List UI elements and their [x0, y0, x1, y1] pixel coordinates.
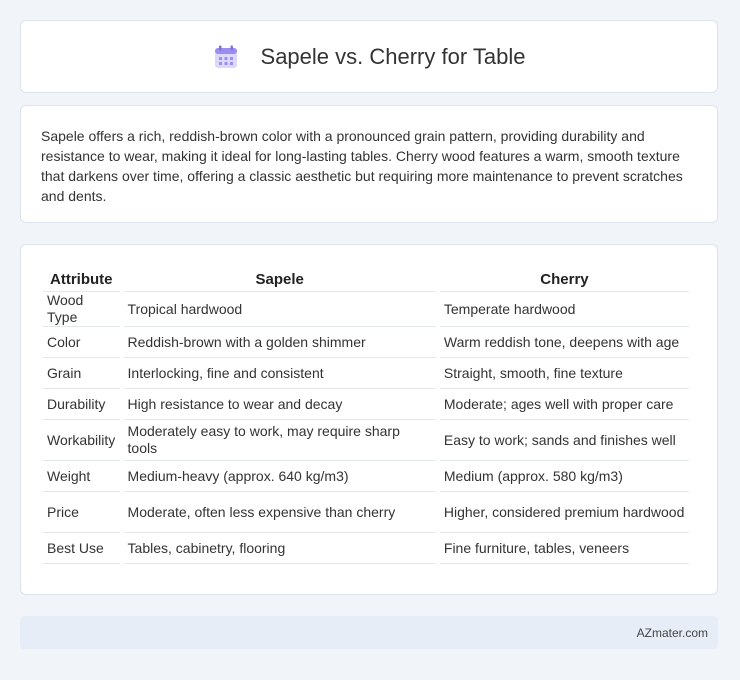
sapele-cell: Tables, cabinetry, flooring — [124, 533, 436, 564]
sapele-cell: Moderate, often less expensive than cherry — [124, 492, 436, 533]
attribute-cell: Wood Type — [43, 292, 120, 327]
cherry-cell: Warm reddish tone, deepens with age — [440, 327, 689, 358]
sapele-cell: Interlocking, fine and consistent — [124, 358, 436, 389]
cherry-cell: Medium (approx. 580 kg/m3) — [440, 461, 689, 492]
sapele-cell: Moderately easy to work, may require sharp tools — [124, 420, 436, 461]
table-row — [43, 492, 689, 533]
cherry-cell: Fine furniture, tables, veneers — [440, 533, 689, 564]
table-row — [43, 533, 689, 564]
table-header-row — [43, 265, 689, 292]
attribute-cell: Color — [43, 327, 120, 358]
header-attribute: Attribute — [43, 265, 120, 292]
attribute-cell: Weight — [43, 461, 120, 492]
table-row — [43, 461, 689, 492]
sapele-cell: Reddish-brown with a golden shimmer — [124, 327, 436, 358]
attribute-cell: Durability — [43, 389, 120, 420]
calendar-icon — [213, 44, 239, 70]
header-cherry: Cherry — [440, 265, 689, 292]
footer-brand[interactable]: AZmater.com — [636, 625, 708, 640]
attribute-cell: Best Use — [43, 533, 120, 564]
table-row — [43, 327, 689, 358]
attribute-cell: Grain — [43, 358, 120, 389]
cherry-cell: Temperate hardwood — [440, 292, 689, 327]
intro-card — [20, 105, 718, 223]
intro-text: Sapele offers a rich, reddish-brown color with a pronounced grain pattern, providing durability and resistance to wear, making it ideal for long-lasting tables. Cherry wood features a warm, smooth texture that darkens over time, offering a classic aesthetic but requiring more maintenance to prevent scratches and dents. — [41, 128, 683, 204]
cherry-cell: Straight, smooth, fine texture — [440, 358, 689, 389]
sapele-cell: Tropical hardwood — [124, 292, 436, 327]
comparison-card — [20, 244, 718, 595]
table-row — [43, 292, 689, 327]
cherry-cell: Easy to work; sands and finishes well — [440, 420, 689, 461]
attribute-cell: Workability — [43, 420, 120, 461]
footer — [20, 616, 718, 649]
title-card — [20, 20, 718, 93]
cherry-cell: Higher, considered premium hardwood — [440, 492, 689, 533]
page-title: Sapele vs. Cherry for Table — [260, 43, 526, 69]
cherry-cell: Moderate; ages well with proper care — [440, 389, 689, 420]
header-sapele: Sapele — [124, 265, 436, 292]
table-row — [43, 358, 689, 389]
table-row — [43, 389, 689, 420]
sapele-cell: High resistance to wear and decay — [124, 389, 436, 420]
attribute-cell: Price — [43, 492, 120, 533]
table-row — [43, 420, 689, 461]
sapele-cell: Medium-heavy (approx. 640 kg/m3) — [124, 461, 436, 492]
comparison-table — [39, 265, 693, 564]
